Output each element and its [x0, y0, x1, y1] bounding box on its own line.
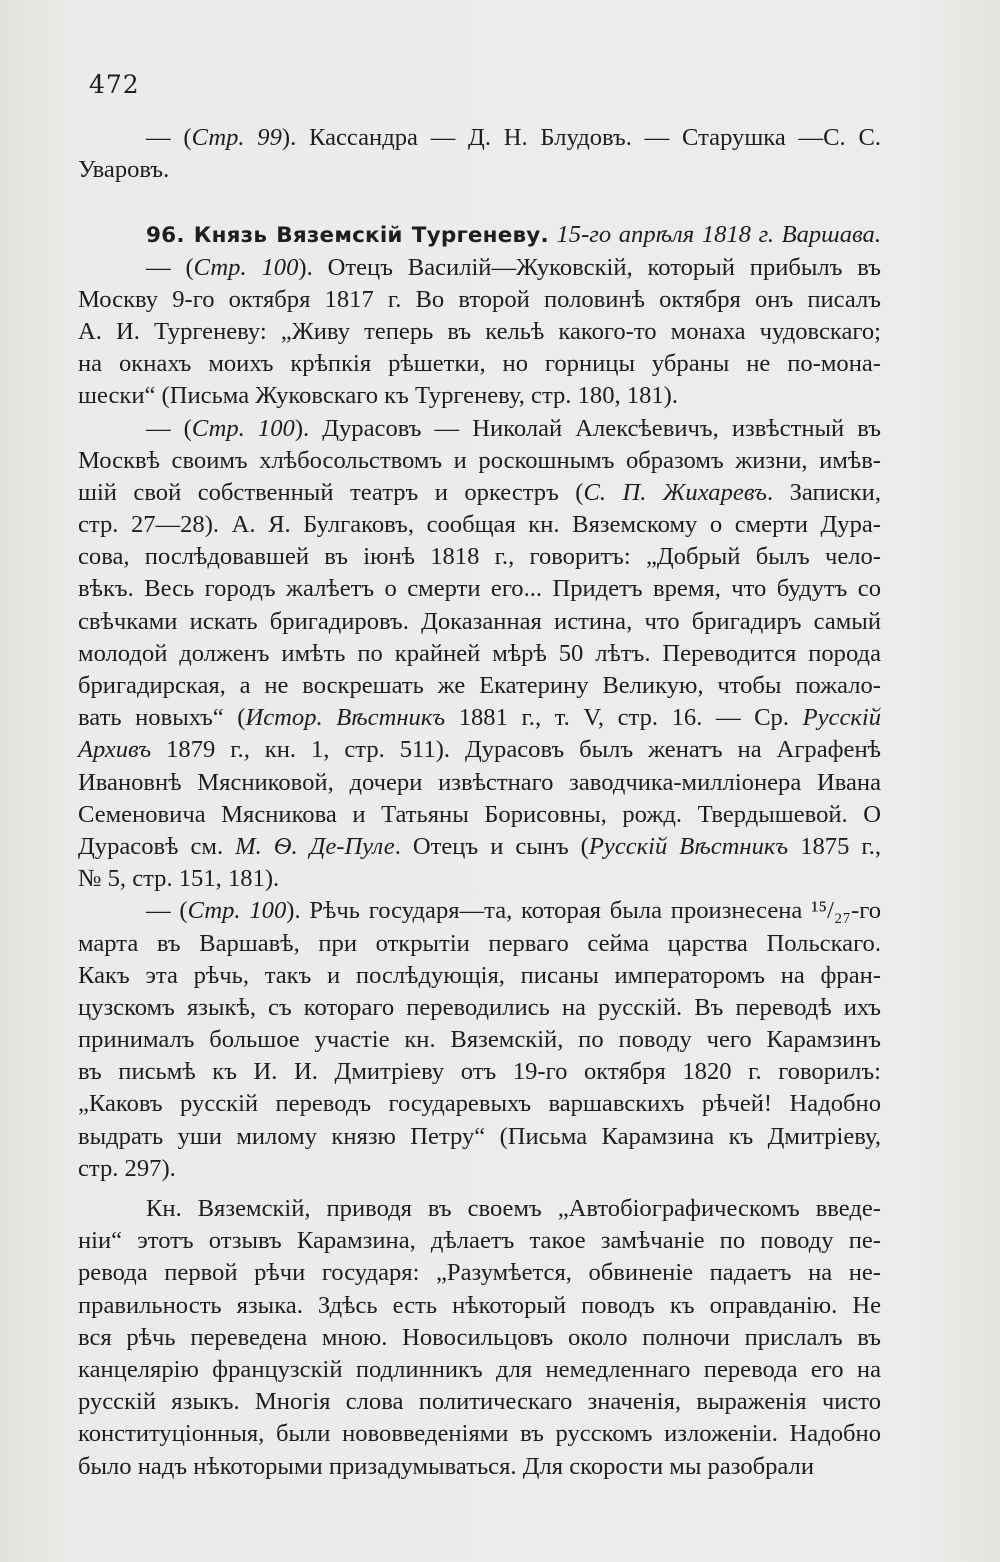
text-line: [78, 477, 881, 509]
text-line: [78, 541, 881, 573]
italic-reference: М. Ѳ. Де-Пуле: [235, 832, 395, 860]
line-text: свѣчками искать бригадировъ. Доказанная истина, что бригадиръ самый: [78, 607, 881, 635]
text-line: [78, 928, 881, 960]
page-body: [78, 122, 881, 1483]
paragraph: [78, 1193, 881, 1483]
line-text: конституціонныя, были нововведеніями въ русскомъ изложеніи. Надобно: [78, 1420, 881, 1448]
text-line: [78, 1153, 881, 1185]
text-line: [78, 1024, 881, 1056]
line-text: № 5, стр. 151, 181).: [78, 865, 280, 893]
line-text: Москвѣ своимъ хлѣбосольствомъ и роскошнымъ образомъ жизни, имѣв-: [78, 446, 881, 474]
text-line: [78, 670, 881, 702]
line-text: цузскомъ языкѣ, съ котораго переводились на русскій. Въ переводѣ ихъ: [78, 993, 881, 1021]
line-text: вать новыхъ“ (: [78, 704, 246, 732]
text-line: [78, 702, 881, 734]
text-line: [78, 122, 881, 154]
line-text: въ письмѣ къ И. И. Дмитріеву отъ 19-го октября 1820 г. говорилъ:: [78, 1058, 881, 1086]
text-line: [78, 895, 881, 927]
text-line: [78, 413, 881, 445]
text-line: [78, 509, 881, 541]
italic-reference: Стр. 100: [193, 253, 299, 281]
line-text: марта въ Варшавѣ, при открытіи перваго сейма царства Польскаго.: [78, 929, 881, 957]
italic-reference: Русскій Вѣстникъ: [588, 832, 789, 860]
section-heading: [78, 219, 881, 251]
text-line: [78, 348, 881, 380]
text-line: [78, 1257, 881, 1289]
text-line: [78, 154, 881, 186]
line-text: — (: [146, 414, 192, 442]
italic-reference: Стр. 100: [191, 414, 295, 442]
line-text: Ивановнѣ Мясниковой, дочери извѣстнаго заводчика-милліонера Ивана: [78, 768, 881, 796]
line-text: Семеновича Мясникова и Татьяны Борисовны, рожд. Твердышевой. О: [78, 800, 881, 828]
line-text: . Записки,: [766, 478, 881, 506]
text-line: [78, 252, 881, 284]
line-text: русскій языкъ. Многія слова политическаго значенія, выраженія чисто: [78, 1388, 881, 1416]
line-text: Уваровъ.: [78, 156, 170, 184]
text-line: [78, 316, 881, 348]
line-text: ). Рѣчь государя—та, которая была произнесена ¹⁵/₂₇-го: [286, 897, 882, 925]
line-text: ). Отецъ Василій—Жуковскій, который прибылъ въ: [298, 253, 882, 281]
text-line: [78, 284, 881, 316]
text-line: [78, 1193, 881, 1225]
line-text: выдрать уши милому князю Петру“ (Письма Карамзина къ Дмитріеву,: [78, 1122, 881, 1150]
text-line: [78, 734, 881, 766]
heading-title: 96. Князь Вяземскій Тургеневу.: [146, 223, 549, 249]
line-text: бригадирская, а не воскрешать же Екатерину Великую, чтобы пожало-: [78, 672, 881, 699]
text-line: [78, 863, 881, 895]
page-number: 472: [89, 70, 140, 99]
line-text: ніи“ этотъ отзывъ Карамзина, дѣлаетъ такое замѣчаніе по поводу пе-: [78, 1227, 881, 1255]
line-text: — (: [146, 124, 192, 151]
text-line: [78, 573, 881, 605]
line-text: было надъ нѣкоторыми призадумываться. Для скорости мы разобрали: [78, 1452, 814, 1480]
text-line: [78, 1451, 881, 1483]
line-text: „Каковъ русскій переводъ государевыхъ варшавскихъ рѣчей! Надобно: [78, 1090, 881, 1118]
italic-reference: Стр. 99: [191, 124, 282, 151]
line-text: 1875 г.,: [788, 832, 882, 860]
text-line: [78, 1354, 881, 1386]
line-text: ). Дурасовъ — Николай Алексѣевичъ, извѣстный въ: [294, 414, 881, 442]
text-line: [78, 1056, 881, 1088]
text-line: [78, 1386, 881, 1418]
line-text: сова, послѣдовавшей въ іюнѣ 1818 г., говоритъ: „Добрый былъ чело-: [78, 543, 881, 571]
line-text: Кн. Вяземскій, приводя въ своемъ „Автобіографическомъ введе-: [146, 1195, 881, 1222]
line-text: Дурасовѣ см.: [78, 832, 236, 860]
text-line: [78, 606, 881, 638]
text-line: [78, 1225, 881, 1257]
text-line: [78, 1290, 881, 1322]
line-text: . Отецъ и сынъ (: [394, 832, 589, 860]
line-text: принималъ большое участіе кн. Вяземскій, по поводу чего Карамзинъ: [78, 1026, 881, 1054]
line-text: 1879 г., кн. 1, стр. 511). Дурасовъ былъ женатъ на Аграфенѣ: [151, 736, 881, 764]
text-line: [78, 380, 881, 412]
text-line: [78, 831, 881, 863]
line-text: шій свой собственный театръ и оркестръ (: [78, 478, 584, 506]
italic-reference: Русскій: [802, 704, 881, 732]
text-line: [78, 445, 881, 477]
line-text: — (: [146, 253, 194, 281]
line-text: канцелярію французскій подлинникъ для немедленнаго перевода его на: [78, 1355, 881, 1383]
text-line: [78, 1418, 881, 1450]
line-text: шески“ (Письма Жуковскаго къ Тургеневу, стр. 180, 181).: [78, 382, 679, 410]
italic-reference: Истор. Вѣстникъ: [245, 704, 446, 732]
italic-reference: Стр. 100: [187, 897, 287, 925]
text-line: [78, 1322, 881, 1354]
line-text: ). Кассандра — Д. Н. Блудовъ. — Старушка —С. С.: [281, 124, 882, 151]
line-text: А. И. Тургеневу: „Живу теперь въ кельѣ какого-то монаха чудовскаго;: [78, 317, 881, 345]
line-text: 1881 г., т. V, стр. 16. — Ср.: [445, 704, 803, 732]
paragraph: [78, 219, 881, 412]
text-line: [78, 1088, 881, 1120]
text-line: [78, 767, 881, 799]
line-text: ревода первой рѣчи государя: „Разумѣется, обвиненіе падаетъ на не-: [78, 1259, 881, 1287]
text-line: [78, 992, 881, 1024]
line-text: Какъ эта рѣчь, такъ и послѣдующія, писаны императоромъ на фран-: [78, 961, 881, 989]
italic-reference: Архивъ: [78, 736, 152, 764]
line-text: стр. 27—28). А. Я. Булгаковъ, сообщая кн. Вяземскому о смерти Дура-: [78, 511, 881, 539]
line-text: молодой долженъ имѣть по крайней мѣрѣ 50 лѣтъ. Переводится порода: [78, 639, 881, 667]
heading-date: 15-го апрѣля 1818 г. Варшава.: [556, 221, 882, 249]
line-text: Москву 9-го октября 1817 г. Во второй половинѣ октября онъ писалъ: [78, 285, 881, 313]
text-line: [78, 960, 881, 992]
paragraph: [78, 122, 881, 186]
paragraph: [78, 895, 881, 1185]
line-text: вся рѣчь переведена мною. Новосильцовъ около полночи прислалъ въ: [78, 1323, 881, 1351]
text-line: [78, 1121, 881, 1153]
line-text: — (: [146, 897, 188, 925]
line-text: на окнахъ моихъ крѣпкія рѣшетки, но горницы убраны не по-мона-: [78, 350, 881, 378]
italic-reference: С. П. Жихаревъ: [583, 478, 767, 506]
line-text: вѣкъ. Весь городъ жалѣетъ о смерти его... Придетъ время, что будутъ со: [78, 575, 881, 603]
text-line: [78, 799, 881, 831]
line-text: правильность языка. Здѣсь есть нѣкоторый поводъ къ оправданію. Не: [78, 1291, 881, 1319]
paragraph: [78, 413, 881, 896]
line-text: стр. 297).: [78, 1154, 176, 1182]
text-line: [78, 638, 881, 670]
